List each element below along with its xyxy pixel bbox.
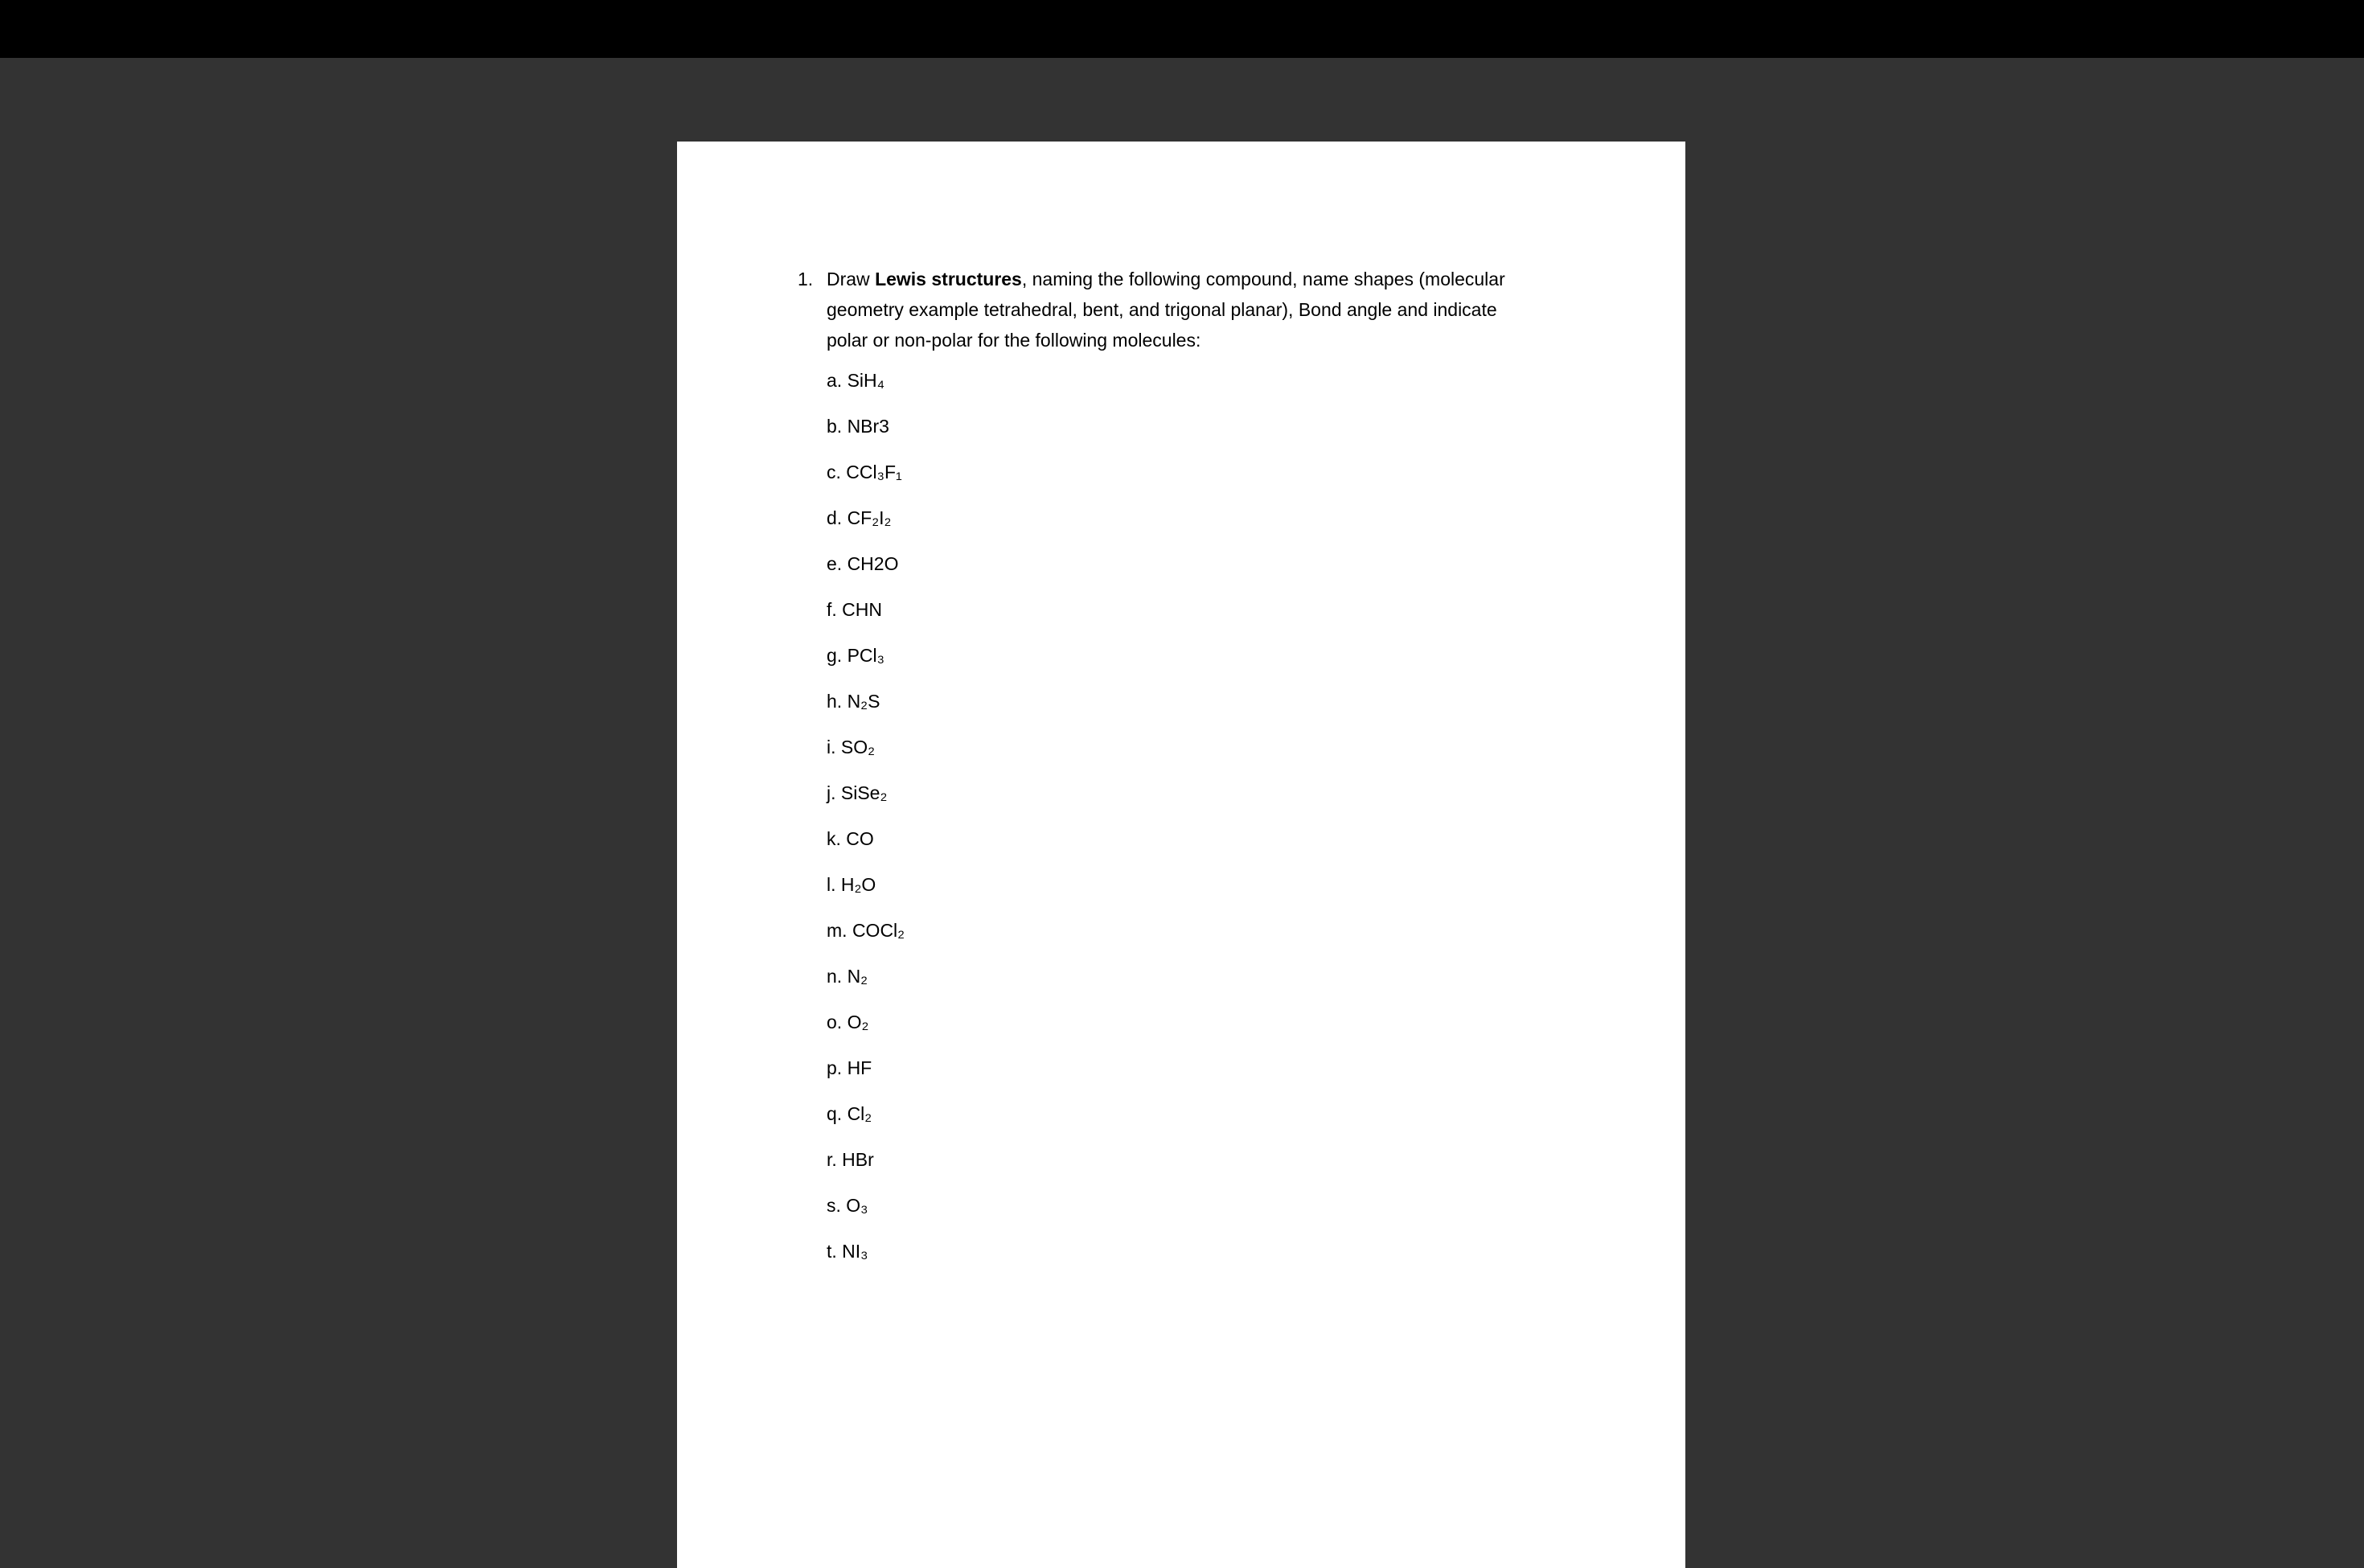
list-item: s. O₃ [827, 1195, 868, 1216]
list-item: r. HBr [827, 1149, 874, 1170]
question-bold-term: Lewis structures [875, 269, 1022, 289]
list-item: n. N₂ [827, 966, 868, 987]
list-item: m. COCl₂ [827, 920, 905, 941]
document-page [677, 142, 1685, 1568]
list-item: c. CCl₃F₁ [827, 462, 902, 482]
list-item: p. HF [827, 1057, 872, 1078]
list-item: e. CH2O [827, 553, 899, 574]
question-text-before: Draw [827, 269, 876, 289]
list-item: k. CO [827, 828, 874, 849]
list-item: q. Cl₂ [827, 1103, 872, 1124]
list-item: t. NI₃ [827, 1241, 868, 1262]
list-item: d. CF₂I₂ [827, 507, 892, 528]
question-text [827, 264, 1510, 355]
list-item: i. SO₂ [827, 737, 876, 757]
document-viewer[interactable] [0, 58, 2364, 1537]
list-item: o. O₂ [827, 1012, 869, 1032]
list-item: h. N₂S [827, 691, 880, 712]
question-text-after: , naming the following compound, name shapes (molecular geometry example tetrahedral, bent, and trigonal planar), Bond angle and indicate polar or non-polar for the following molecules: [827, 269, 1505, 351]
list-item: l. H₂O [827, 874, 876, 895]
list-item: b. NBr3 [827, 416, 889, 437]
question-number: 1. [798, 269, 814, 289]
list-item: g. PCl₃ [827, 645, 884, 666]
list-item: f. CHN [827, 599, 882, 620]
list-item: a. SiH₄ [827, 370, 885, 391]
molecule-list [827, 365, 1510, 1282]
question-1 [798, 264, 1510, 1282]
list-item: j. SiSe₂ [827, 782, 888, 803]
top-toolbar [0, 0, 2364, 58]
